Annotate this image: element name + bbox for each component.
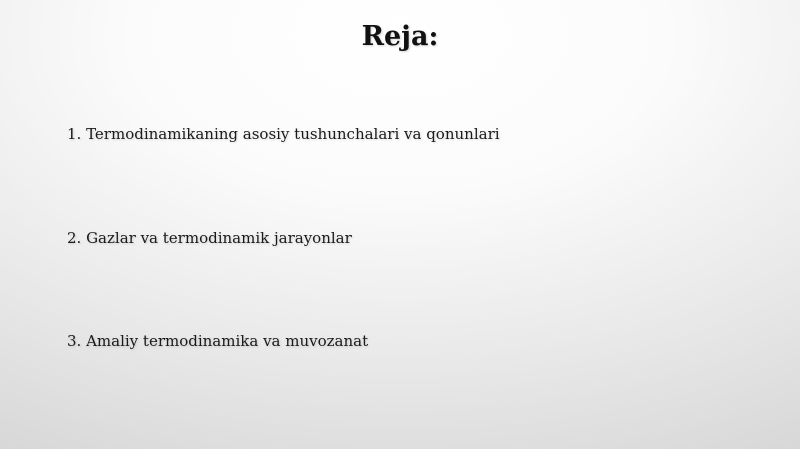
plan-item-1: 1. Termodinamikaning asosiy tushunchalari va qonunlari [67,125,500,143]
plan-list [67,0,767,449]
slide-title: Reja: [361,21,439,52]
plan-item-3: 3. Amaliy termodinamika va muvozanat [67,332,369,350]
plan-item-2: 2. Gazlar va termodinamik jarayonlar [67,229,352,247]
